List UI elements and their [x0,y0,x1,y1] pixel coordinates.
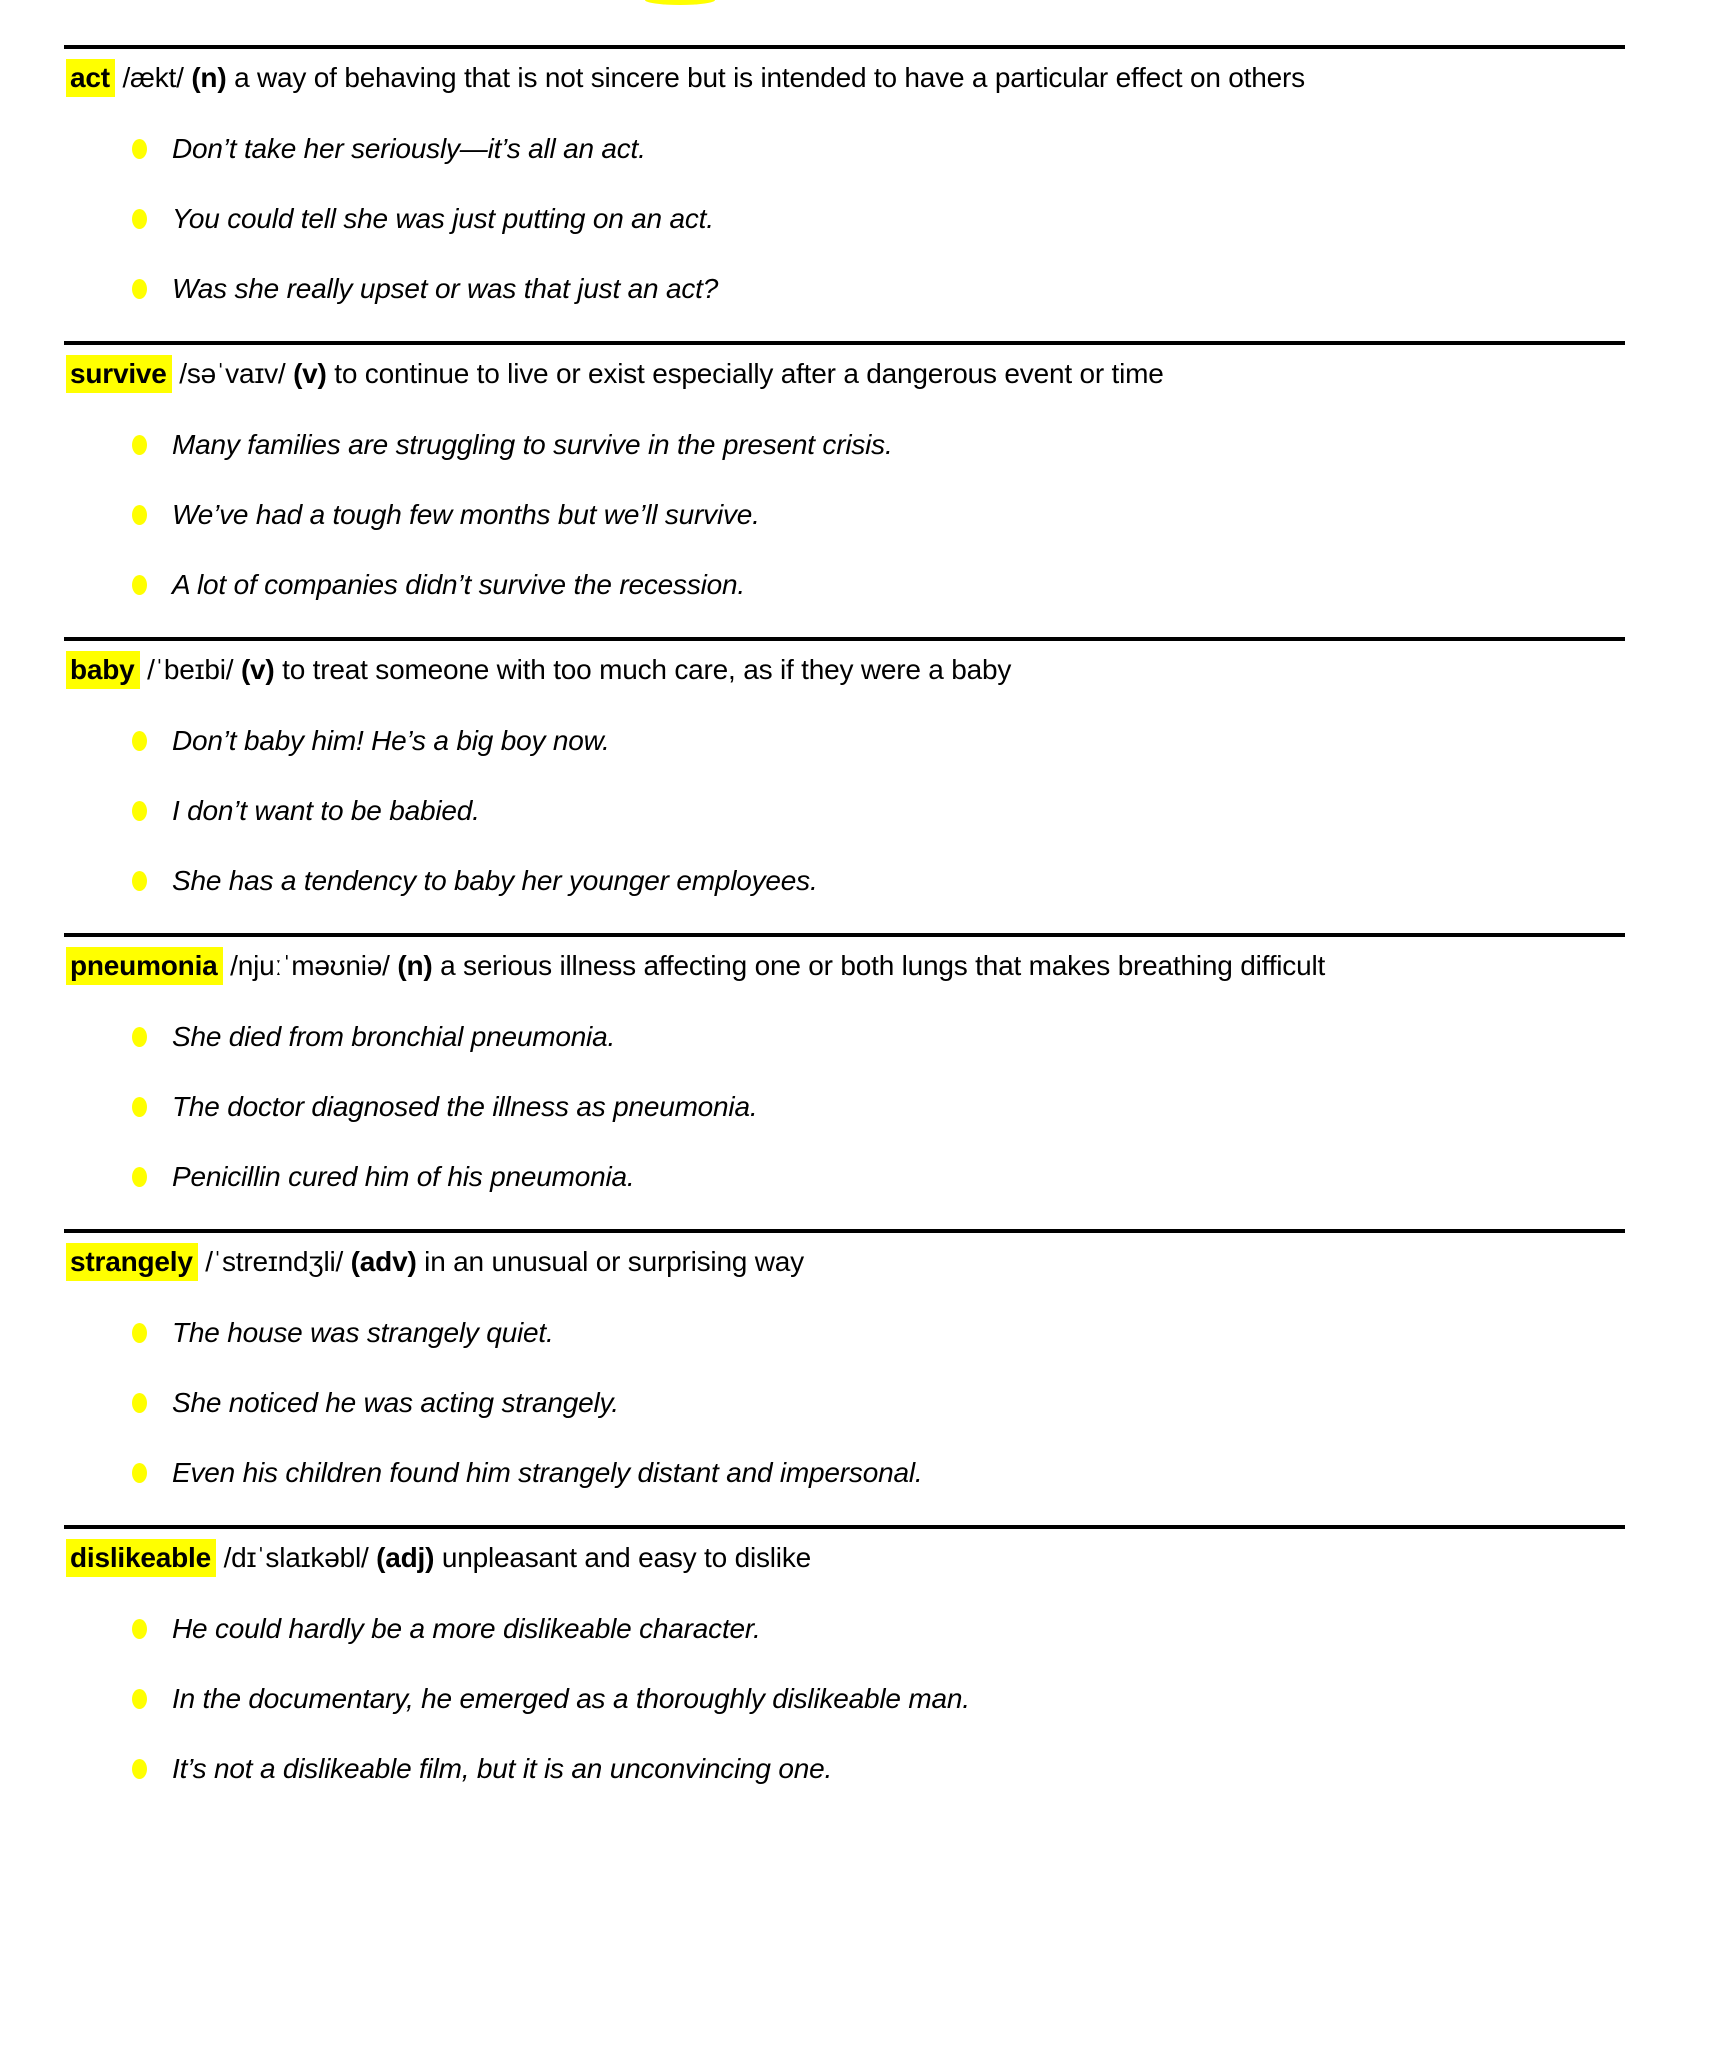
example-text: Many families are struggling to survive in the present crisis. [172,429,893,460]
dictionary-entry-baby [64,637,1625,899]
vocabulary-page [64,45,1625,1821]
example-text: Even his children found him strangely distant and impersonal. [172,1457,923,1488]
entry-divider [64,1229,1625,1233]
headword: baby [66,651,140,689]
example-item [132,863,1625,899]
part-of-speech: (adv) [350,1246,417,1277]
headword: act [66,59,115,97]
definition-line [66,1239,1625,1285]
definition-text: in an unusual or surprising way [424,1246,804,1277]
example-item [132,1611,1625,1647]
example-item [132,271,1625,307]
bullet-icon [132,1689,147,1709]
definition-line [66,351,1625,397]
example-item [132,1159,1625,1195]
example-item [132,1089,1625,1125]
example-text: We’ve had a tough few months but we’ll survive. [172,499,760,530]
pronunciation: /ækt/ [122,62,184,93]
example-text: Don’t baby him! He’s a big boy now. [172,725,610,756]
example-text: It’s not a dislikeable film, but it is an unconvincing one. [172,1753,833,1784]
bullet-icon [132,1393,147,1413]
dictionary-entry-act [64,45,1625,307]
example-text: She noticed he was acting strangely. [172,1387,619,1418]
example-item [132,793,1625,829]
bullet-icon [132,1463,147,1483]
headword: survive [66,355,172,393]
headword: pneumonia [66,947,223,985]
dictionary-entry-survive [64,341,1625,603]
definition-line [66,647,1625,693]
example-item [132,1751,1625,1787]
bullet-icon [132,139,147,159]
example-text: Was she really upset or was that just an act? [172,273,719,304]
example-text: The doctor diagnosed the illness as pneumonia. [172,1091,758,1122]
headword: dislikeable [66,1539,216,1577]
example-list [64,131,1625,307]
cut-off-highlight-fragment [645,0,715,5]
part-of-speech: (n) [397,950,433,981]
entry-divider [64,933,1625,937]
example-item [132,1019,1625,1055]
bullet-icon [132,505,147,525]
dictionary-entry-strangely [64,1229,1625,1491]
pronunciation: /njuːˈməʊniə/ [230,950,390,981]
bullet-icon [132,871,147,891]
part-of-speech: (v) [240,654,275,685]
example-text: He could hardly be a more dislikeable character. [172,1613,761,1644]
entry-divider [64,637,1625,641]
headword: strangely [66,1243,198,1281]
example-text: I don’t want to be babied. [172,795,480,826]
pronunciation: /ˈstreɪndʒli/ [205,1246,344,1277]
example-item [132,723,1625,759]
example-text: She has a tendency to baby her younger employees. [172,865,818,896]
bullet-icon [132,1323,147,1343]
bullet-icon [132,209,147,229]
definition-text: a serious illness affecting one or both lungs that makes breathing difficult [440,950,1326,981]
definition-line [66,1535,1625,1581]
definition-line [66,943,1625,989]
example-list [64,723,1625,899]
example-item [132,1681,1625,1717]
bullet-icon [132,1759,147,1779]
definition-line [66,55,1625,101]
example-text: You could tell she was just putting on an act. [172,203,714,234]
dictionary-entry-pneumonia [64,933,1625,1195]
example-item [132,131,1625,167]
example-text: She died from bronchial pneumonia. [172,1021,616,1052]
example-list [64,427,1625,603]
definition-text: a way of behaving that is not sincere but is intended to have a particular effect on others [234,62,1305,93]
bullet-icon [132,731,147,751]
pronunciation: /səˈvaɪv/ [179,358,286,389]
example-list [64,1019,1625,1195]
example-item [132,1455,1625,1491]
part-of-speech: (n) [191,62,227,93]
part-of-speech: (adj) [376,1542,435,1573]
definition-text: to treat someone with too much care, as if they were a baby [282,654,1012,685]
example-text: Penicillin cured him of his pneumonia. [172,1161,635,1192]
entry-divider [64,341,1625,345]
bullet-icon [132,1027,147,1047]
example-text: The house was strangely quiet. [172,1317,554,1348]
definition-text: unpleasant and easy to dislike [441,1542,811,1573]
pronunciation: /dɪˈslaɪkəbl/ [223,1542,369,1573]
example-item [132,497,1625,533]
pronunciation: /ˈbeɪbi/ [147,654,234,685]
dictionary-entry-dislikeable [64,1525,1625,1787]
bullet-icon [132,435,147,455]
bullet-icon [132,279,147,299]
example-text: A lot of companies didn’t survive the recession. [172,569,745,600]
entry-divider [64,45,1625,49]
bullet-icon [132,1167,147,1187]
example-item [132,201,1625,237]
example-list [64,1315,1625,1491]
example-list [64,1611,1625,1787]
bullet-icon [132,801,147,821]
example-text: In the documentary, he emerged as a thoroughly dislikeable man. [172,1683,970,1714]
part-of-speech: (v) [293,358,327,389]
entry-divider [64,1525,1625,1529]
example-text: Don’t take her seriously—it’s all an act. [172,133,646,164]
example-item [132,1315,1625,1351]
example-item [132,567,1625,603]
example-item [132,427,1625,463]
bullet-icon [132,575,147,595]
bullet-icon [132,1097,147,1117]
bullet-icon [132,1619,147,1639]
example-item [132,1385,1625,1421]
definition-text: to continue to live or exist especially after a dangerous event or time [334,358,1164,389]
